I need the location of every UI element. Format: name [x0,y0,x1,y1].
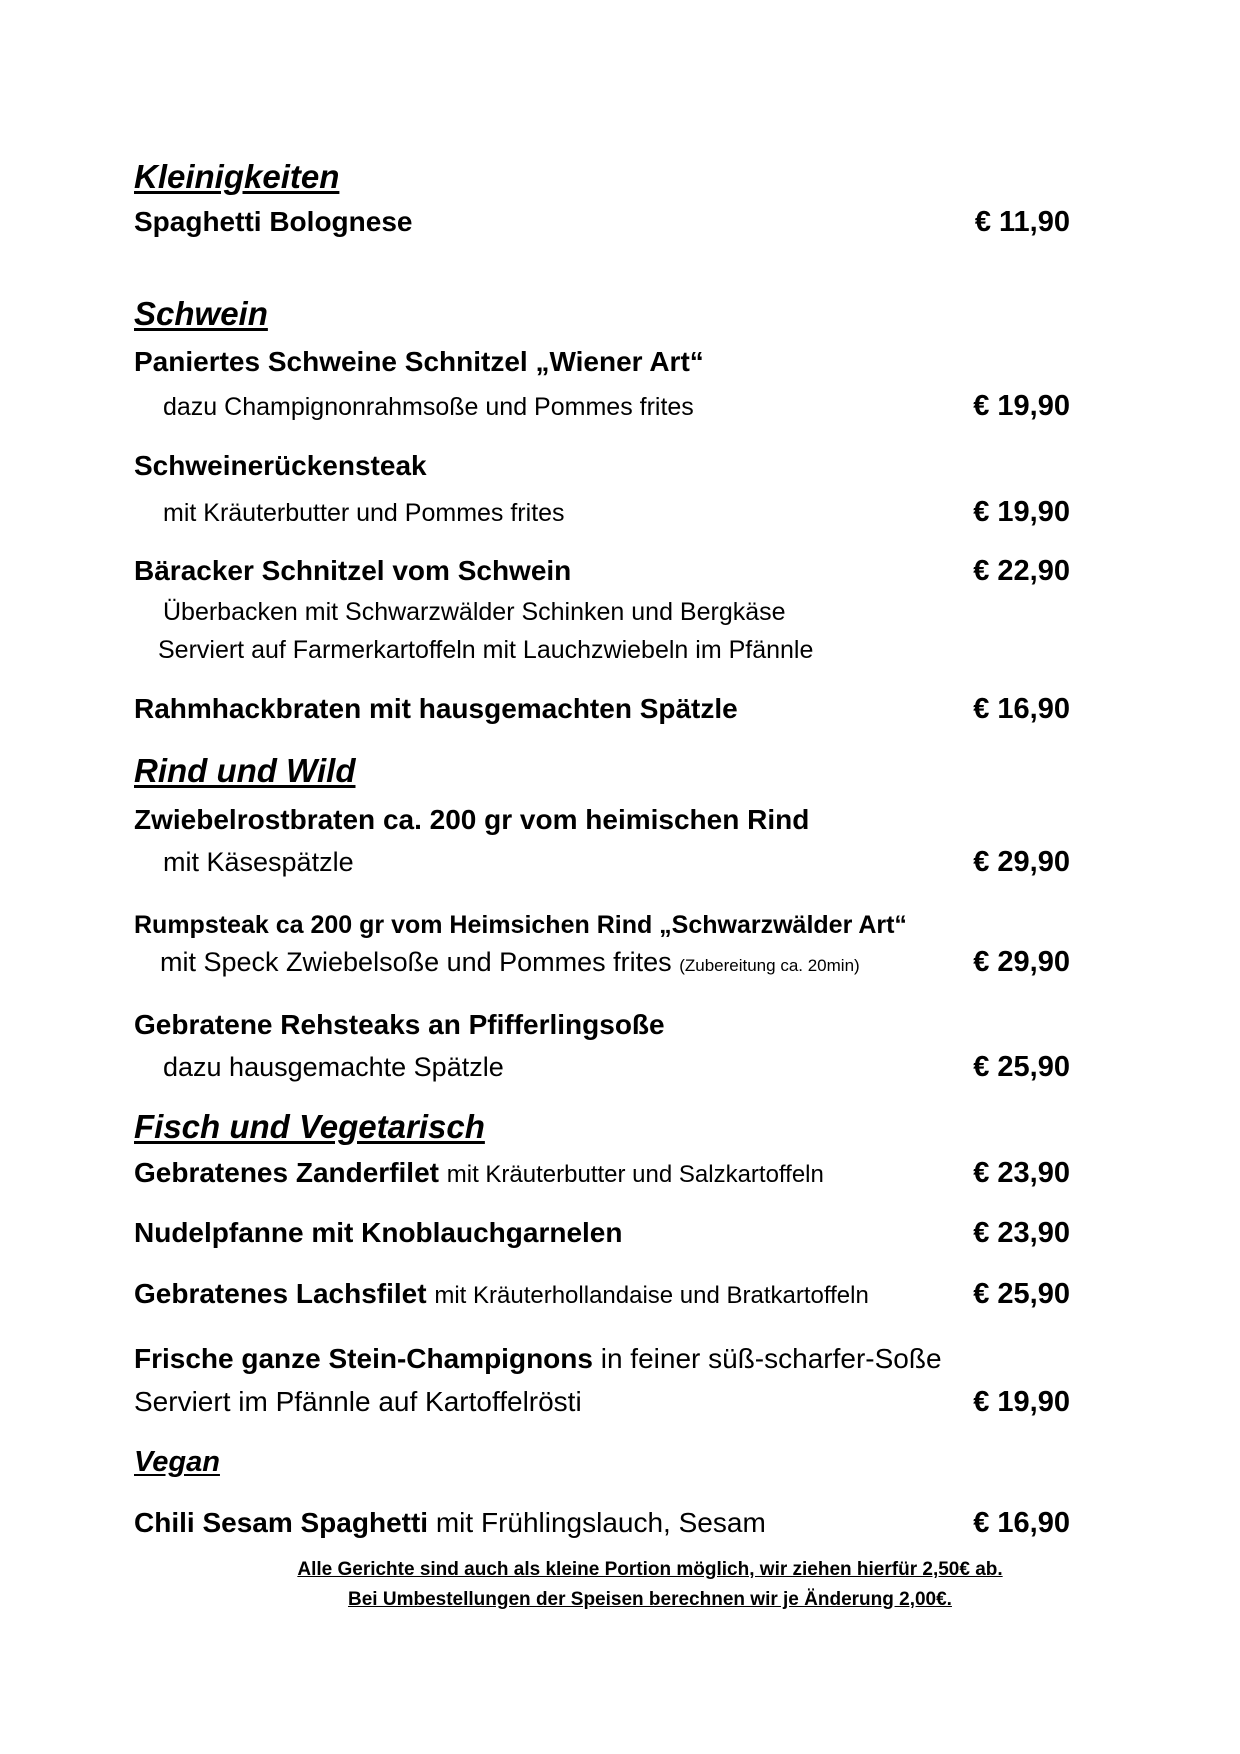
item-name: Paniertes Schweine Schnitzel „Wiener Art“ [134,346,704,377]
footer-note-portion: Alle Gerichte sind auch als kleine Portion möglich, wir ziehen hierfür 2,50€ ab. [297,1559,1003,1580]
item-name: Zwiebelrostbraten ca. 200 gr vom heimischen Rind [134,804,810,835]
menu-item-nudelpfanne [134,1217,1070,1250]
item-price: € 16,90 [973,1507,1070,1539]
section-vegan: Vegan [134,1446,220,1478]
item-name: Bäracker Schnitzel vom Schwein [134,555,572,586]
menu-item-baeracker-desc2 [158,636,1070,665]
item-desc: mit Kräuterbutter und Pommes frites [163,499,565,527]
menu-item-wiener [134,346,1070,378]
item-price: € 29,90 [973,846,1070,878]
menu-item-rehsteaks [134,1009,1070,1041]
item-desc: Überbacken mit Schwarzwälder Schinken und Bergkäse [163,598,786,626]
item-name: Rumpsteak ca 200 gr vom Heimsichen Rind „Schwarzwälder Art“ [134,911,907,939]
item-desc: dazu hausgemachte Spätzle [163,1052,504,1082]
item-desc: mit Kräuterhollandaise und Bratkartoffeln [434,1282,869,1309]
menu-item-champignons-desc [134,1386,1070,1419]
menu-item-chili [134,1507,1070,1540]
menu-item-spaghetti [134,206,1070,239]
item-price: € 19,90 [973,496,1070,528]
menu-item-champignons [134,1343,1070,1375]
item-price: € 19,90 [973,390,1070,422]
menu-item-rumpsteak [134,911,1070,940]
item-desc: mit Frühlingslauch, Sesam [435,1507,766,1538]
section-rind-wild: Rind und Wild [134,752,356,789]
item-price: € 19,90 [973,1386,1070,1418]
item-price: € 16,90 [973,693,1070,725]
item-desc: in feiner süß-scharfer-Soße [600,1343,942,1374]
item-name: Nudelpfanne mit Knoblauchgarnelen [134,1217,623,1248]
item-name: Gebratenes Lachsfilet [134,1278,427,1309]
item-price: € 29,90 [973,946,1070,978]
menu-item-rumpsteak-desc [160,946,1070,979]
item-name: Gebratenes Zanderfilet [134,1157,439,1188]
item-note: (Zubereitung ca. 20min) [679,956,860,975]
item-price: € 23,90 [973,1217,1070,1249]
item-price: € 22,90 [973,555,1070,587]
item-price: € 23,90 [973,1157,1070,1189]
section-kleinigkeiten: Kleinigkeiten [134,158,340,195]
menu-item-zwiebelrost [134,804,1070,836]
item-desc: Serviert auf Farmerkartoffeln mit Lauchzwiebeln im Pfännle [158,636,814,664]
item-name: Frische ganze Stein-Champignons [134,1343,593,1374]
section-fisch-vegetarisch: Fisch und Vegetarisch [134,1108,485,1145]
item-price: € 25,90 [973,1278,1070,1310]
menu-item-rueckensteak [134,450,1070,482]
item-desc: Serviert im Pfännle auf Kartoffelrösti [134,1386,582,1417]
footer-note-change-fee: Bei Umbestellungen der Speisen berechnen wir je Änderung 2,00€. [348,1589,952,1610]
menu-item-zwiebelrost-desc [163,846,1070,879]
menu-item-baeracker-desc1 [163,598,1070,627]
item-price: € 11,90 [974,206,1070,238]
item-name: Rahmhackbraten mit hausgemachten Spätzle [134,693,738,724]
menu-item-baeracker [134,555,1070,588]
item-desc: mit Käsespätzle [163,847,354,877]
item-name: Spaghetti Bolognese [134,206,413,237]
item-name: Gebratene Rehsteaks an Pfifferlingsoße [134,1009,665,1040]
menu-item-rueckensteak-desc [163,496,1070,529]
item-desc: dazu Champignonrahmsoße und Pommes frites [163,393,694,421]
menu-item-wiener-desc [163,390,1070,423]
menu-item-rehsteaks-desc [163,1051,1070,1084]
item-name: Chili Sesam Spaghetti [134,1507,429,1538]
menu-item-zander [134,1157,1070,1190]
item-desc: mit Kräuterbutter und Salzkartoffeln [446,1161,824,1188]
item-price: € 25,90 [973,1051,1070,1083]
menu-item-lachs [134,1278,1070,1311]
item-desc: mit Speck Zwiebelsoße und Pommes frites [160,947,672,977]
item-name: Schweinerückensteak [134,450,427,481]
section-schwein: Schwein [134,295,268,332]
menu-item-rahmhack [134,693,1070,726]
